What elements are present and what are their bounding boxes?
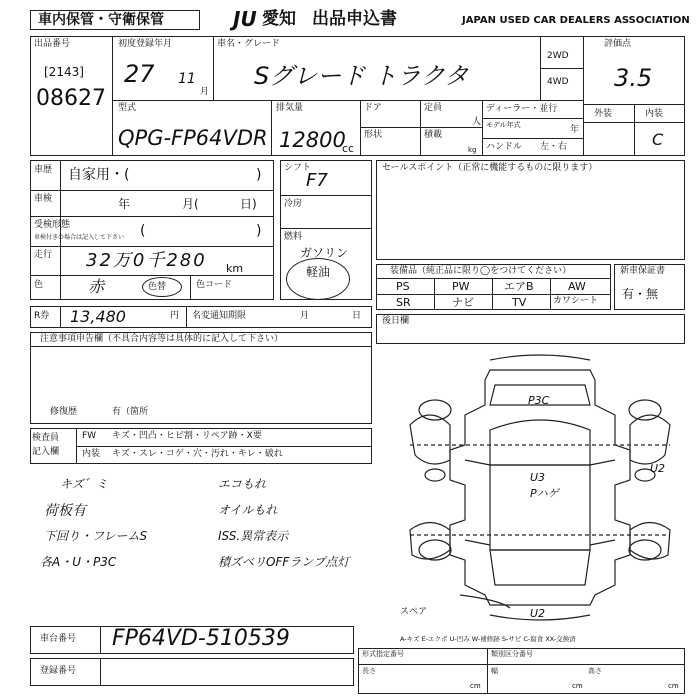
r-label: R券 <box>34 311 50 321</box>
region-name: 愛知 <box>262 9 296 29</box>
damage-mark-right: U2 <box>650 462 666 475</box>
reg-year: 27 <box>124 60 155 88</box>
shape-label: 形状 <box>364 130 383 140</box>
color-change: 色替 <box>148 282 167 292</box>
class-number-label: 類別区分番号 <box>491 650 533 658</box>
recycle-close-paren: ) <box>256 223 262 239</box>
equipment-label: 装備品（純正品に限り◯をつけてください） <box>390 266 572 276</box>
width-label: 幅 <box>491 667 498 675</box>
sales-points-box <box>376 160 685 260</box>
equip-pw: PW <box>452 280 470 293</box>
form-title: 出品申込書 <box>312 9 397 29</box>
fuel-circle <box>286 258 350 300</box>
repair-label: 修復歴 <box>50 407 78 417</box>
drive-2wd: 2WD <box>547 51 569 61</box>
note-underbody: 下回り・フレームS <box>44 529 148 543</box>
recycle-label: 受検形態 <box>34 220 71 230</box>
height-label: 高さ <box>588 667 602 675</box>
lot-sub: [2143] <box>44 65 84 79</box>
equip-airbag: エアB <box>504 280 534 293</box>
notice-label: 名変通知期限 <box>192 311 247 321</box>
aircon-label: 冷房 <box>284 199 303 209</box>
recycle-open-paren: ( <box>140 223 146 239</box>
inspector-int-label: 内装 <box>82 449 101 459</box>
type-number-label: 形式指定番号 <box>362 650 404 658</box>
drive-4wd: 4WD <box>547 77 569 87</box>
damage-mark-bottom: U2 <box>530 607 546 620</box>
equip-aw: AW <box>568 280 586 293</box>
door-label: ドア <box>364 103 382 113</box>
int-label: 内装 <box>645 109 664 119</box>
int-score: C <box>652 130 664 149</box>
inspect-day: 日) <box>240 197 257 211</box>
equip-navi: ナビ <box>452 296 474 309</box>
color-change-circle <box>142 277 182 297</box>
equip-sr: SR <box>396 296 411 309</box>
reg-label: 初度登録年月 <box>118 39 173 49</box>
r-value: 13,480 <box>70 307 126 326</box>
mileage-value: 32万0千280 <box>86 250 207 271</box>
registration-label: 登録番号 <box>40 666 77 676</box>
model-year-unit: 年 <box>570 125 580 135</box>
damage-mark-top: P3C <box>528 394 550 407</box>
inspect-month: 月( <box>182 197 199 211</box>
org-name: JAPAN USED CAR DEALERS ASSOCIATION <box>462 15 690 26</box>
fuel-value: 軽油 <box>306 265 331 279</box>
equip-tv: TV <box>512 296 527 309</box>
name-label: 車名・グレード <box>217 39 281 49</box>
inspector-label-2: 記入欄 <box>32 447 60 457</box>
width-unit: cm <box>572 682 583 690</box>
model-year-label: モデル年式 <box>486 121 521 129</box>
equip-leather: カワシート <box>553 296 599 306</box>
remarks-box <box>376 314 685 344</box>
dealer-label: ディーラー・並行 <box>486 104 558 114</box>
capacity-label: 定員 <box>424 103 443 113</box>
damage-mark-center-1: U3 <box>530 471 546 484</box>
reg-unit: 月 <box>200 87 210 97</box>
history-value: 自家用・( <box>68 167 130 183</box>
load-unit: kg <box>468 146 477 154</box>
ext-label: 外装 <box>594 109 613 119</box>
note-oil-leak: オイルもれ <box>218 503 278 517</box>
load-label: 積載 <box>424 130 443 140</box>
storage-label: 車内保管・守衛保管 <box>38 12 164 28</box>
inspector-label-1: 検査員 <box>32 433 60 443</box>
note-deck: 荷板有 <box>44 503 86 519</box>
history-close: ) <box>256 167 262 183</box>
fuel-options: ガソリン <box>300 246 349 260</box>
shift-label: シフト <box>284 163 312 173</box>
score-value: 3.5 <box>614 64 653 92</box>
mileage-label: 走行 <box>34 250 53 260</box>
capacity-unit: 人 <box>472 117 482 127</box>
chassis-value: FP64VD-510539 <box>112 626 290 651</box>
registration-row <box>30 658 354 686</box>
disp-value: 12800 <box>279 128 346 152</box>
inspector-int-items: キズ・スレ・コゲ・穴・汚れ・キレ・破れ <box>112 449 283 459</box>
mileage-unit: km <box>226 262 244 275</box>
inspect-label: 車検 <box>34 194 53 204</box>
model-value: QPG-FP64VDR <box>118 126 268 150</box>
ju-logo: JU <box>233 7 257 31</box>
equip-ps: PS <box>396 280 410 293</box>
spare-label: スペア <box>400 607 428 617</box>
color-value: 赤 <box>88 277 105 296</box>
inspect-year: 年 <box>118 197 131 211</box>
note-ego-leak: エコもれ <box>218 477 267 491</box>
warranty-label: 新車保証書 <box>620 266 666 276</box>
notice-day: 日 <box>352 311 362 321</box>
handle-label: ハンドル <box>486 142 523 152</box>
inspector-fw-label: FW <box>82 431 97 441</box>
r-unit: 円 <box>170 311 180 321</box>
note-iss: ISS.異常表示 <box>218 529 289 543</box>
lot-label: 出品番号 <box>34 39 71 49</box>
damage-legend: A-キズ E-エクボ U-凹み W-補修跡 S-サビ C-腐食 XX-交換済 <box>400 635 576 643</box>
color-code-label: 色コード <box>196 280 233 290</box>
fuel-label: 燃料 <box>284 232 303 242</box>
notice-month: 月 <box>300 311 310 321</box>
warranty-value: 有・無 <box>622 287 659 301</box>
sales-points-label: セールスポイント（正常に機能するものに限ります） <box>382 163 598 173</box>
inspector-fw-items: キズ・凹凸・ヒビ割・リペア跡・X要 <box>112 431 262 441</box>
lot-number: 08627 <box>36 86 106 111</box>
length-unit: cm <box>470 682 481 690</box>
disp-label: 排気量 <box>276 103 304 113</box>
notes-label: 注意事項申告欄（不具合内容等は具体的に記入して下さい） <box>40 334 284 344</box>
recycle-sub: 車検付きの場合は記入して下さい <box>34 234 125 241</box>
chassis-label: 車台番号 <box>40 634 77 644</box>
shift-value: F7 <box>306 170 328 191</box>
color-label: 色 <box>34 280 44 290</box>
handle-value: 左・右 <box>540 142 568 152</box>
remarks-label: 後日欄 <box>382 316 410 326</box>
damage-mark-center-2: Pハゲ <box>530 487 559 500</box>
history-label: 車歴 <box>34 165 53 175</box>
model-label: 型式 <box>118 103 137 113</box>
disp-unit: cc <box>342 142 355 155</box>
note-each: 各A・U・P3C <box>40 555 117 569</box>
length-label: 長さ <box>362 667 376 675</box>
repair-value: 有（箇所 <box>112 407 149 417</box>
name-value: Sグレード トラクタ <box>254 62 469 90</box>
note-slip: 積ズベリOFFランプ点灯 <box>218 555 350 569</box>
reg-month: 11 <box>178 71 196 87</box>
note-scratch: キズ゛ミ <box>60 477 108 491</box>
height-unit: cm <box>668 682 679 690</box>
score-label: 評価点 <box>604 39 632 49</box>
